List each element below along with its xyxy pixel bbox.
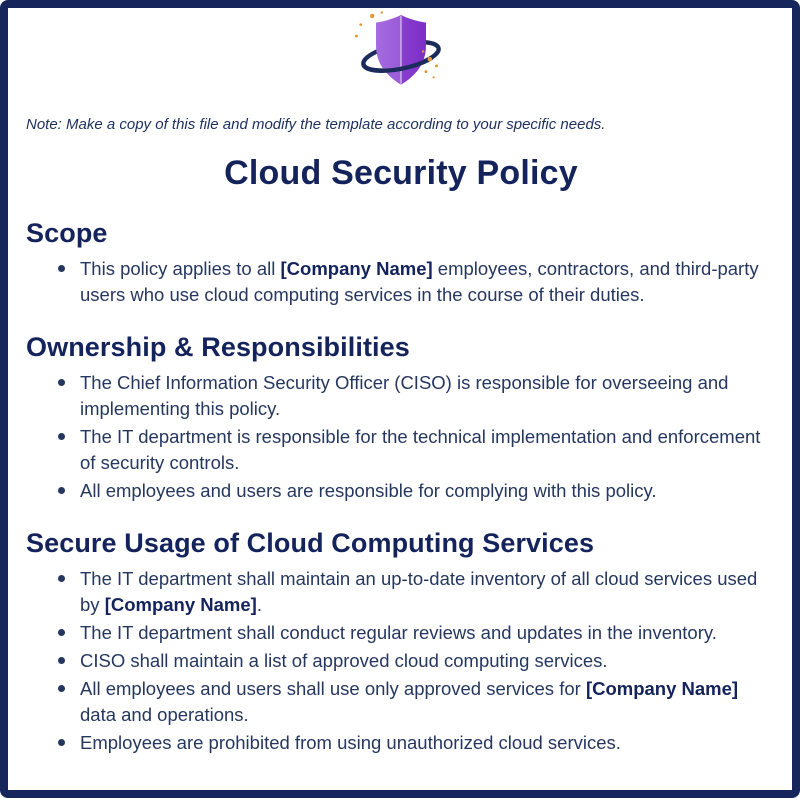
bullet-text: This policy applies to all: [80, 258, 281, 279]
bullet-text: All employees and users are responsible for complying with this policy.: [80, 480, 657, 501]
section-heading: Secure Usage of Cloud Computing Services: [26, 528, 595, 558]
bullet-text: The Chief Information Security Officer (CISO) is responsible for overseeing and implementing this policy.: [80, 372, 729, 419]
bullet-item: [54, 478, 778, 504]
bullet-item: [54, 256, 778, 308]
bullet-item: [54, 676, 778, 728]
policy-section: [24, 528, 778, 756]
policy-section: [24, 218, 778, 308]
bullet-text: Employees are prohibited from using unauthorized cloud services.: [80, 732, 621, 753]
bullet-text: The IT department is responsible for the technical implementation and enforcement of security controls.: [80, 426, 761, 473]
logo: [24, 10, 778, 92]
bullet-text: employees, contractors, and third-party users who use cloud computing services in the course of their duties.: [80, 258, 759, 305]
company-name-placeholder: [Company Name]: [585, 678, 739, 699]
bullet-text: .: [256, 594, 262, 615]
company-name-placeholder: [Company Name]: [104, 594, 257, 615]
template-note: Note: Make a copy of this file and modify the template according to your specific needs.: [26, 116, 606, 133]
bullet-list: [54, 256, 778, 308]
bullet-item: [54, 730, 778, 756]
bullet-list: [54, 566, 778, 756]
policy-sections: [24, 218, 778, 756]
page-title: Cloud Security Policy: [224, 154, 578, 192]
policy-section: [24, 332, 778, 504]
section-heading: Ownership & Responsibilities: [26, 332, 410, 362]
bullet-item: [54, 566, 778, 618]
bullet-item: [54, 370, 778, 422]
bullet-item: [54, 648, 778, 674]
bullet-text: The IT department shall conduct regular reviews and updates in the inventory.: [80, 622, 717, 643]
bullet-text: All employees and users shall use only approved services for: [80, 678, 586, 699]
section-heading: Scope: [26, 218, 108, 248]
bullet-list: [54, 370, 778, 504]
shield-orbit-logo: [353, 10, 449, 91]
bullet-text: The IT department shall maintain an up-to-date inventory of all cloud services used by: [80, 568, 758, 615]
company-name-placeholder: [Company Name]: [280, 258, 433, 279]
bullet-item: [54, 424, 778, 476]
bullet-text: data and operations.: [80, 704, 249, 725]
bullet-text: CISO shall maintain a list of approved cloud computing services.: [80, 650, 608, 671]
bullet-item: [54, 620, 778, 646]
